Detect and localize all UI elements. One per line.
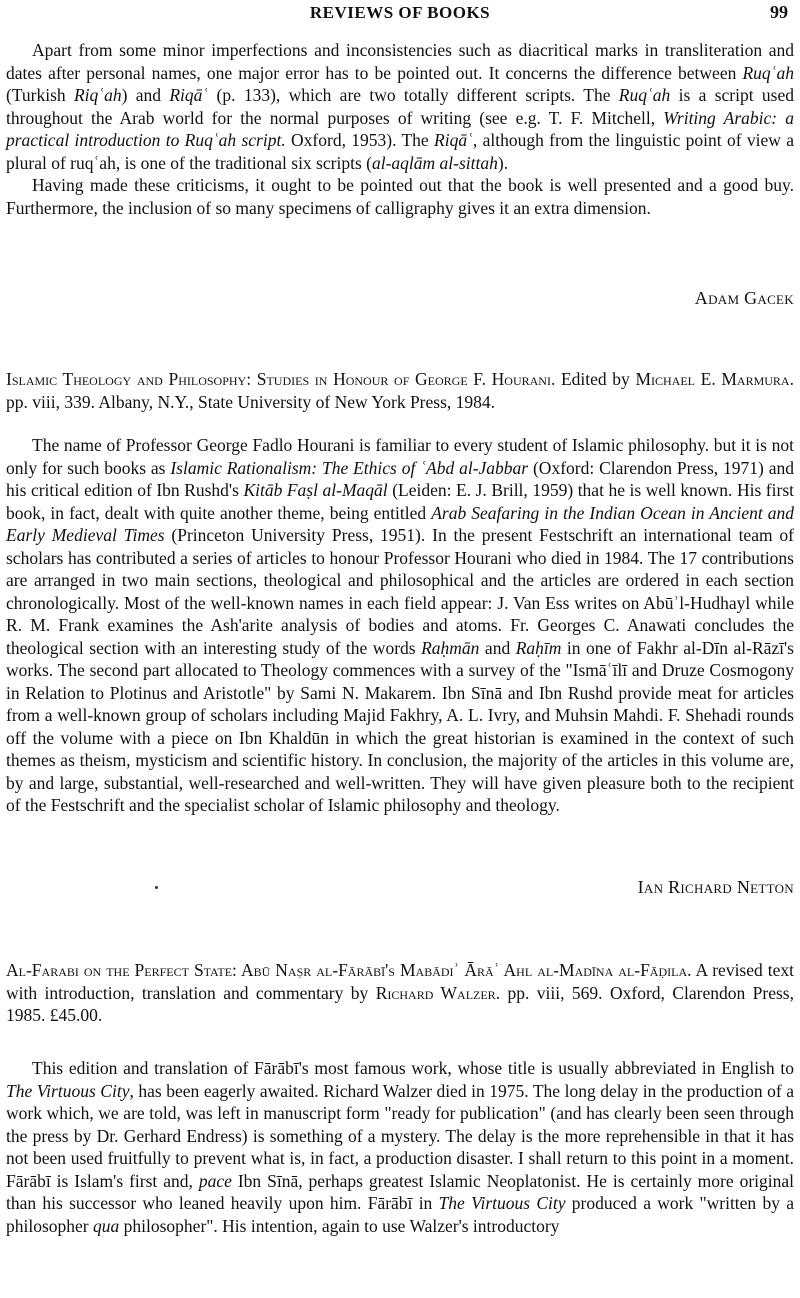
- text-run: Riqʿah: [73, 85, 122, 105]
- text-run: Richard Walzer: [375, 982, 496, 1003]
- text-run: Riqāʿ: [169, 85, 209, 105]
- text-run: Ruqʿah: [742, 62, 794, 83]
- text-run: Raḥīm: [515, 637, 562, 658]
- text-run: (Oxford: Clarendon Press, 1971) and his critical edition of Ibn Rushd's: [6, 457, 794, 500]
- text-run: Islamic Rationalism: The Ethics of ʿAbd al-Jabbar: [170, 457, 529, 478]
- text-run: produced a work "written by a philosopher: [6, 1193, 794, 1236]
- review-1: [6, 39, 794, 219]
- text-run: The Virtuous City: [438, 1193, 566, 1213]
- review-2-body: [6, 434, 794, 817]
- text-run: Ibn Sīnā, perhaps greatest Islamic Neoplatonist. He is certainly more original than his successor who leaned heavily upon him. Fārābī in: [6, 1170, 794, 1213]
- text-run: ) and: [121, 85, 170, 105]
- text-run: Having made these criticisms, it ought to be pointed out that the book is well presented and a good buy. Furthermore, the inclusion of so many specimens of calligraphy gives it an extra dimension.: [6, 175, 794, 218]
- text-run: ).: [497, 152, 509, 173]
- text-run: , although from the linguistic point of view a plural of ruqʿah, is one of the traditional six scripts (: [6, 130, 794, 173]
- review-2-paragraph: [6, 434, 794, 817]
- text-run: . Edited by: [550, 369, 636, 389]
- text-run: Michael E. Marmura: [635, 369, 790, 389]
- text-run: . pp. viii, 339. Albany, N.Y., State University of New York Press, 1984.: [6, 369, 794, 412]
- text-run: pace: [198, 1170, 232, 1191]
- text-run: philosopher". His intention, again to use Walzer's introductory: [119, 1215, 560, 1236]
- review-1-signature: Adam Gacek: [694, 288, 794, 308]
- review-1-paragraph-2: [6, 174, 794, 219]
- review-3-heading: [6, 959, 794, 1027]
- review-3-bibliographic-heading: [6, 959, 794, 1027]
- text-run: Arab Seafaring in the Indian Ocean in Ancient and Early Medieval Times: [6, 502, 794, 545]
- text-run: Apart from some minor imperfections and inconsistencies such as diacritical marks in transliteration and dates after personal names, one major error has to be pointed out. It concerns the difference between: [6, 40, 794, 83]
- text-run: (Turkish: [6, 85, 74, 105]
- text-run: Raḥmān: [421, 637, 480, 658]
- review-3-body: [6, 1057, 794, 1237]
- text-run: (Leiden: E. J. Brill, 1959) that he is well known. His first book, in fact, dealt with quite another theme, being entitled: [6, 480, 794, 523]
- text-run: Oxford, 1953). The: [285, 130, 435, 150]
- review-2-bibliographic-heading: [6, 368, 794, 413]
- page-number: 99: [770, 2, 788, 22]
- review-3-paragraph: [6, 1057, 794, 1237]
- text-run: Riqāʿ: [434, 130, 473, 150]
- text-run: Ruqʿah: [618, 85, 671, 105]
- text-run: al-aqlām al-sittah: [371, 152, 498, 173]
- text-run: Kitāb Faṣl al-Maqāl: [243, 480, 388, 500]
- text-run: qua: [93, 1215, 120, 1236]
- text-run: (p. 133), which are two totally different scripts. The: [208, 85, 619, 105]
- review-2-signature: Ian Richard Netton: [637, 877, 794, 897]
- text-run: The name of Professor George Fadlo Hourani is familiar to every student of Islamic philosophy. but it is not only for such books as: [6, 435, 794, 478]
- text-run: is a script used throughout the Arab world for the normal purposes of writing (see e.g. T. F. Mitchell,: [6, 85, 794, 128]
- text-run: Writing Arabic: a practical introduction to Ruqʿah script.: [6, 107, 794, 150]
- text-run: and: [479, 637, 516, 658]
- text-run: (Princeton University Press, 1951). In the present Festschrift an international team of scholars has contributed a series of articles to honour Professor Hourani who died in 1984. The 17 contributions are arranged in two main sections, theological and philosophical and the articles are ordered in each section chronologically. Most of the well-known names in each field appear: J. Van Ess writes on Abūʾl-Hudhayl while R. M. Frank examines the Ash'arite analysis of bodies and atoms. Fr. Georges C. Anawati concludes the theological section with an interesting study of the words: [6, 525, 795, 658]
- text-run: Islamic Theology and Philosophy: Studies in Honour of George F. Hourani: [6, 369, 551, 389]
- text-run: The Virtuous City: [6, 1080, 130, 1101]
- running-head: REVIEWS OF BOOKS: [309, 3, 491, 22]
- text-run: This edition and translation of Fārābī's most famous work, whose title is usually abbreviated in English to: [32, 1058, 794, 1078]
- review-2-heading: [6, 368, 794, 413]
- text-run: . A revised text with introduction, translation and commentary by: [6, 960, 795, 1003]
- text-run: , has been eagerly awaited. Richard Walzer died in 1975. The long delay in the production of a work which, we are told, was left in manuscript form "ready for publication" (and has clearly been seen through the press by Dr. Gerhard Endress) is something of a mystery. The delay is the more reprehensible in that it has not been used fruitfully to prevent what is, in fact, a production disaster. I shall return to this point in a moment. Fārābī is Islam's first and,: [6, 1080, 794, 1191]
- text-run: . pp. viii, 569. Oxford, Clarendon Press, 1985. £45.00.: [6, 982, 794, 1025]
- text-run: in one of Fakhr al-Dīn al-Rāzī's works. The second part allocated to Theology commences with a survey of the "Ismāʿīlī and Druze Cosmogony in Relation to Plotinus and Aristotle" by Sami N. Makarem. Ibn Sīnā and Ibn Rushd provide meat for articles from a well-known group of scholars including Majid Fakhry, A. L. Ivry, and Muhsin Mahdi. F. Shehadi rounds off the volume with a piece on Ibn Khaldūn in which the great historian is examined in the context of such themes as theism, mysticism and scientific history. In conclusion, the majority of the articles in this volume are, by and large, substantial, well-researched and well-written. They will have given pleasure both to the recipient of the Festschrift and the specialist scholar of Islamic philosophy and theology.: [6, 637, 794, 815]
- running-header: [0, 0, 800, 26]
- review-1-paragraph-1: [6, 39, 794, 174]
- text-run: Al-Farabi on the Perfect State: Abū Naṣr al-Fārābī's Mabādiʾ Ārāʾ Ahl al-Madīna al-Fāḍila: [6, 960, 688, 980]
